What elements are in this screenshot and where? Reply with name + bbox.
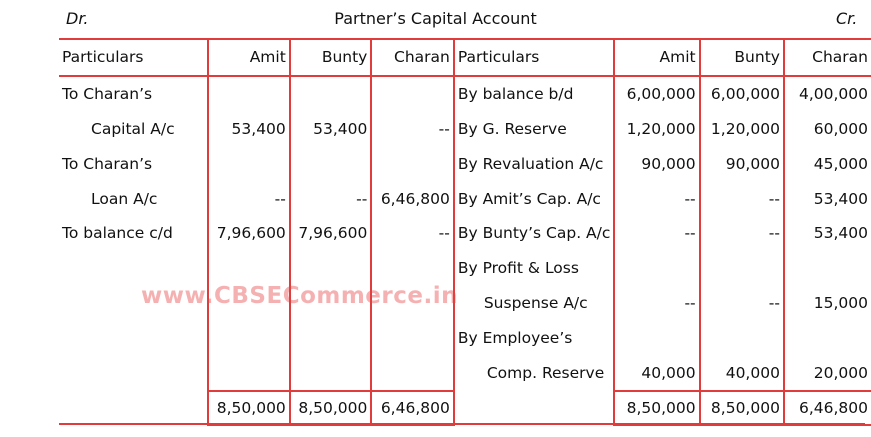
- table-row: [59, 112, 871, 147]
- debit-charan: [371, 146, 453, 181]
- credit-charan: 15,000: [813, 293, 868, 312]
- debit-bunty: 53,400: [290, 112, 372, 147]
- account-title: Partner’s Capital Account: [334, 9, 537, 28]
- capital-account-table: [59, 38, 871, 426]
- credit-bunty: 40,000: [700, 355, 784, 391]
- debit-bunty: 7,96,600: [290, 216, 372, 251]
- credit-bunty: 1,20,000: [700, 112, 784, 147]
- debit-particular: To balance c/d: [59, 216, 208, 251]
- table-row: [59, 251, 871, 286]
- credit-charan: 60,000: [813, 119, 868, 138]
- debit-charan: [371, 355, 453, 391]
- col-charan-right: Charan: [784, 39, 871, 76]
- credit-charan: [784, 251, 871, 286]
- debit-total-bunty: 8,50,000: [290, 391, 372, 425]
- credit-bunty: 90,000: [700, 146, 784, 181]
- credit-bunty: --: [700, 181, 784, 216]
- debit-bunty: --: [290, 181, 372, 216]
- debit-charan: --: [371, 112, 453, 147]
- col-bunty-right: Bunty: [700, 39, 784, 76]
- debit-particular: To Charan’s: [59, 76, 208, 112]
- debit-particular: To Charan’s: [59, 146, 208, 181]
- credit-particular: By Revaluation A/c: [454, 146, 615, 181]
- credit-bunty: 6,00,000: [700, 76, 784, 112]
- debit-amit: [208, 251, 290, 286]
- credit-amit: 6,00,000: [614, 76, 699, 112]
- header-row: [59, 39, 871, 76]
- debit-particular: Capital A/c: [59, 112, 208, 147]
- credit-amit: 40,000: [614, 355, 699, 391]
- col-amit-left: Amit: [208, 39, 290, 76]
- debit-charan: --: [371, 216, 453, 251]
- debit-bunty: [290, 355, 372, 391]
- credit-charan: 4,00,000: [798, 85, 868, 104]
- debit-amit: [208, 320, 290, 355]
- debit-particular: [59, 320, 208, 355]
- debit-amit: [208, 76, 290, 112]
- credit-charan: [784, 320, 871, 355]
- debit-amit: 7,96,600: [208, 216, 290, 251]
- debit-amit: 53,400: [208, 112, 290, 147]
- col-bunty-left: Bunty: [290, 39, 372, 76]
- credit-amit: --: [614, 286, 699, 321]
- col-particulars-right: Particulars: [454, 39, 615, 76]
- credit-amit: --: [614, 181, 699, 216]
- credit-total-bunty: 8,50,000: [700, 391, 784, 425]
- table-row: [59, 146, 871, 181]
- debit-particular: [59, 355, 208, 391]
- credit-bunty: [700, 251, 784, 286]
- credit-particular: By Bunty’s Cap. A/c: [454, 216, 615, 251]
- debit-charan: [371, 320, 453, 355]
- credit-charan: 45,000: [813, 154, 868, 173]
- debit-amit: [208, 146, 290, 181]
- credit-bunty: --: [700, 216, 784, 251]
- credit-side-label: Cr.: [836, 9, 858, 28]
- credit-bunty: --: [700, 286, 784, 321]
- credit-total-amit: 8,50,000: [614, 391, 699, 425]
- table-row: [59, 320, 871, 355]
- debit-bunty: [290, 320, 372, 355]
- debit-amit: --: [208, 181, 290, 216]
- table-row: [59, 181, 871, 216]
- table-row: [59, 76, 871, 112]
- debit-bunty: [290, 146, 372, 181]
- credit-particular: Suspense A/c: [454, 286, 615, 321]
- table-row: [59, 355, 871, 391]
- credit-particular: By Profit & Loss: [454, 251, 615, 286]
- debit-total-charan: 6,46,800: [371, 391, 453, 425]
- credit-amit: 1,20,000: [614, 112, 699, 147]
- credit-total-charan: 6,46,800: [784, 391, 871, 425]
- credit-amit: 90,000: [614, 146, 699, 181]
- col-particulars-left: Particulars: [59, 39, 208, 76]
- credit-charan: 53,400: [813, 224, 868, 243]
- debit-total-amit: 8,50,000: [208, 391, 290, 425]
- debit-bunty: [290, 76, 372, 112]
- watermark: www.CBSECommerce.in: [141, 283, 458, 309]
- closing-rule: [59, 423, 865, 425]
- credit-particular: Comp. Reserve: [454, 355, 615, 391]
- credit-bunty: [700, 320, 784, 355]
- debit-charan: [371, 251, 453, 286]
- credit-particular: By Amit’s Cap. A/c: [454, 181, 615, 216]
- credit-amit: [614, 320, 699, 355]
- credit-charan: 53,400: [813, 189, 868, 208]
- debit-charan: 6,46,800: [371, 181, 453, 216]
- debit-bunty: [290, 251, 372, 286]
- credit-particular: By G. Reserve: [454, 112, 615, 147]
- credit-particular: By Employee’s: [454, 320, 615, 355]
- totals-row: [59, 391, 871, 425]
- credit-amit: --: [614, 216, 699, 251]
- debit-amit: [208, 355, 290, 391]
- debit-charan: [371, 76, 453, 112]
- credit-charan: 20,000: [813, 363, 868, 382]
- credit-total-blank: [454, 391, 615, 425]
- debit-total-blank: [59, 391, 208, 425]
- debit-particular: Loan A/c: [59, 181, 208, 216]
- col-amit-right: Amit: [614, 39, 699, 76]
- debit-particular: [59, 251, 208, 286]
- credit-particular: By balance b/d: [454, 76, 615, 112]
- table-row: [59, 216, 871, 251]
- debit-side-label: Dr.: [66, 9, 89, 28]
- credit-amit: [614, 251, 699, 286]
- col-charan-left: Charan: [371, 39, 453, 76]
